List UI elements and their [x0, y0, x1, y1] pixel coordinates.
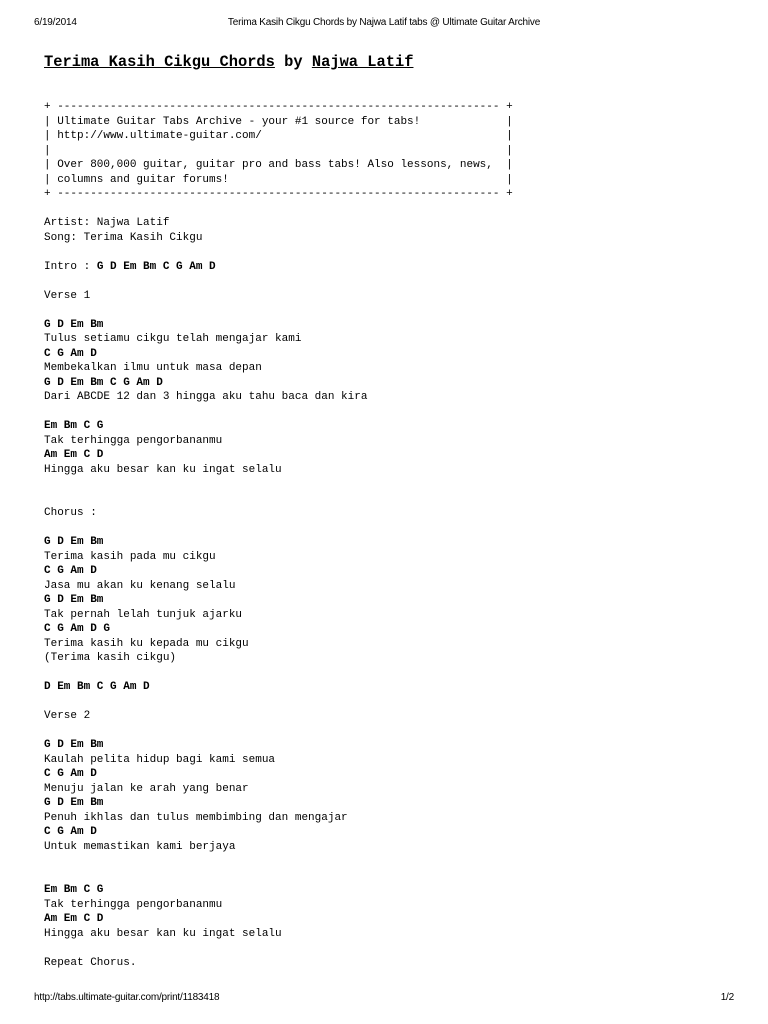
blank-line: [44, 492, 513, 507]
text-line: [44, 289, 513, 304]
chord-line: [44, 912, 513, 927]
line-text: Artist: Najwa Latif: [44, 217, 170, 229]
text-line: [44, 129, 513, 144]
chord-text: Em Bm C G: [44, 884, 104, 896]
chord-text: G D Em Bm: [44, 739, 104, 751]
blank-line: [44, 941, 513, 956]
print-footer: [34, 992, 734, 1006]
chord-text: G D Em Bm: [44, 594, 104, 606]
chord-line: [44, 318, 513, 333]
text-line: [44, 782, 513, 797]
line-text: Terima kasih ku kepada mu cikgu: [44, 637, 249, 650]
line-text: Terima kasih pada mu cikgu: [44, 550, 216, 563]
text-line: [44, 361, 513, 376]
text-line: [44, 390, 513, 405]
text-line: [44, 158, 513, 173]
line-text: Kaulah pelita hidup bagi kami semua: [44, 753, 276, 766]
text-line: [44, 173, 513, 188]
song-title: [44, 52, 413, 72]
text-line: [44, 550, 513, 565]
print-header: [34, 17, 734, 31]
line-text: Dari ABCDE 12 dan 3 hingga aku tahu baca dan kira: [44, 391, 368, 403]
line-text: + ------------------------------------------------------------------- +: [44, 188, 513, 200]
chord-text: C G Am D: [44, 768, 97, 780]
line-text: Chorus :: [44, 507, 97, 519]
line-text: Verse 2: [44, 710, 91, 722]
chord-line: [44, 680, 513, 695]
blank-line: [44, 666, 513, 681]
text-line: [44, 608, 513, 623]
text-line: [44, 840, 513, 855]
print-date: 6/19/2014: [34, 17, 77, 28]
line-text: Tak terhingga pengorbananmu: [44, 898, 223, 911]
chord-line: [44, 535, 513, 550]
print-url: http://tabs.ultimate-guitar.com/print/1183418: [34, 992, 220, 1003]
chord-text: G D Em Bm: [44, 536, 104, 548]
line-text: (Terima kasih cikgu): [44, 652, 177, 664]
line-text: | Ultimate Guitar Tabs Archive - your #1 source for tabs! |: [44, 115, 513, 128]
blank-line: [44, 724, 513, 739]
chord-text: G D Em Bm: [44, 318, 104, 331]
artist-name-link[interactable]: Najwa Latif: [311, 53, 414, 71]
line-text: Jasa mu akan ku kenang selalu: [44, 579, 236, 592]
line-text: | Over 800,000 guitar, guitar pro and bass tabs! Also lessons, news, |: [44, 159, 513, 171]
chord-text: C G Am D: [44, 347, 97, 360]
line-text: Untuk memastikan kami berjaya: [44, 840, 236, 853]
line-text: Menuju jalan ke arah yang benar: [44, 782, 249, 795]
line-text: + ------------------------------------------------------------------- +: [44, 101, 513, 113]
chord-text: D Em Bm C G Am D: [44, 681, 150, 693]
line-text: Repeat Chorus.: [44, 956, 137, 969]
text-line: [44, 637, 513, 652]
chord-text: C G Am D: [44, 565, 97, 577]
line-text: Song: Terima Kasih Cikgu: [44, 231, 203, 244]
text-line: [44, 579, 513, 594]
blank-line: [44, 202, 513, 217]
chord-line: [44, 564, 513, 579]
text-line: [44, 216, 513, 231]
text-line: [44, 811, 513, 826]
blank-line: [44, 854, 513, 869]
blank-line: [44, 274, 513, 289]
line-text: Hingga aku besar kan ku ingat selalu: [44, 927, 282, 940]
text-line: [44, 187, 513, 202]
song-name-link[interactable]: Terima Kasih Cikgu Chords: [44, 53, 275, 71]
chord-line: [44, 825, 513, 840]
chord-text: C G Am D: [44, 826, 97, 838]
text-line: [44, 463, 513, 478]
print-page-title: Terima Kasih Cikgu Chords by Najwa Latif tabs @ Ultimate Guitar Archive: [227, 17, 541, 28]
blank-line: [44, 245, 513, 260]
text-line: [44, 709, 513, 724]
text-line: [44, 753, 513, 768]
chord-line: [44, 347, 513, 362]
text-line: [44, 898, 513, 913]
text-line: [44, 506, 513, 521]
blank-line: [44, 405, 513, 420]
chord-line: [44, 767, 513, 782]
chord-text: Am Em C D: [44, 449, 104, 461]
chord-text: Am Em C D: [44, 913, 104, 925]
line-text: Tak pernah lelah tunjuk ajarku: [44, 608, 243, 621]
chord-line: [44, 738, 513, 753]
text-line: [44, 260, 513, 275]
text-line: [44, 956, 513, 971]
tab-content: [44, 100, 513, 970]
line-text: Membekalkan ilmu untuk masa depan: [44, 362, 262, 374]
chord-line: [44, 883, 513, 898]
chord-line: [44, 419, 513, 434]
chord-text: G D Em Bm: [44, 797, 104, 809]
text-line: [44, 144, 513, 159]
line-text: | |: [44, 144, 513, 157]
line-text: | columns and guitar forums! |: [44, 173, 513, 186]
chord-line: [44, 796, 513, 811]
line-text: | http://www.ultimate-guitar.com/ |: [44, 130, 513, 142]
line-text: Tulus setiamu cikgu telah mengajar kami: [44, 333, 302, 345]
line-text: Intro :: [44, 260, 97, 273]
chord-line: [44, 593, 513, 608]
chord-line: [44, 448, 513, 463]
line-text: Tak terhingga pengorbananmu: [44, 434, 223, 447]
chord-line: [44, 622, 513, 637]
text-line: [44, 651, 513, 666]
blank-line: [44, 869, 513, 884]
blank-line: [44, 695, 513, 710]
chord-text: C G Am D G: [44, 623, 111, 635]
line-text: Hingga aku besar kan ku ingat selalu: [44, 463, 282, 476]
text-line: [44, 927, 513, 942]
line-text: Verse 1: [44, 289, 91, 302]
text-line: [44, 231, 513, 246]
chord-text: G D Em Bm C G Am D: [44, 376, 163, 389]
text-line: [44, 332, 513, 347]
chord-line: [44, 376, 513, 391]
intro-chords: G D Em Bm C G Am D: [96, 260, 216, 273]
blank-line: [44, 477, 513, 492]
text-line: [44, 115, 513, 130]
blank-line: [44, 303, 513, 318]
line-text: Penuh ikhlas dan tulus membimbing dan mengajar: [44, 811, 348, 824]
page-number: 1/2: [720, 992, 734, 1003]
text-line: [44, 434, 513, 449]
song-title-by: by: [274, 53, 312, 71]
text-line: [44, 100, 513, 115]
chord-text: Em Bm C G: [44, 420, 104, 432]
blank-line: [44, 521, 513, 536]
